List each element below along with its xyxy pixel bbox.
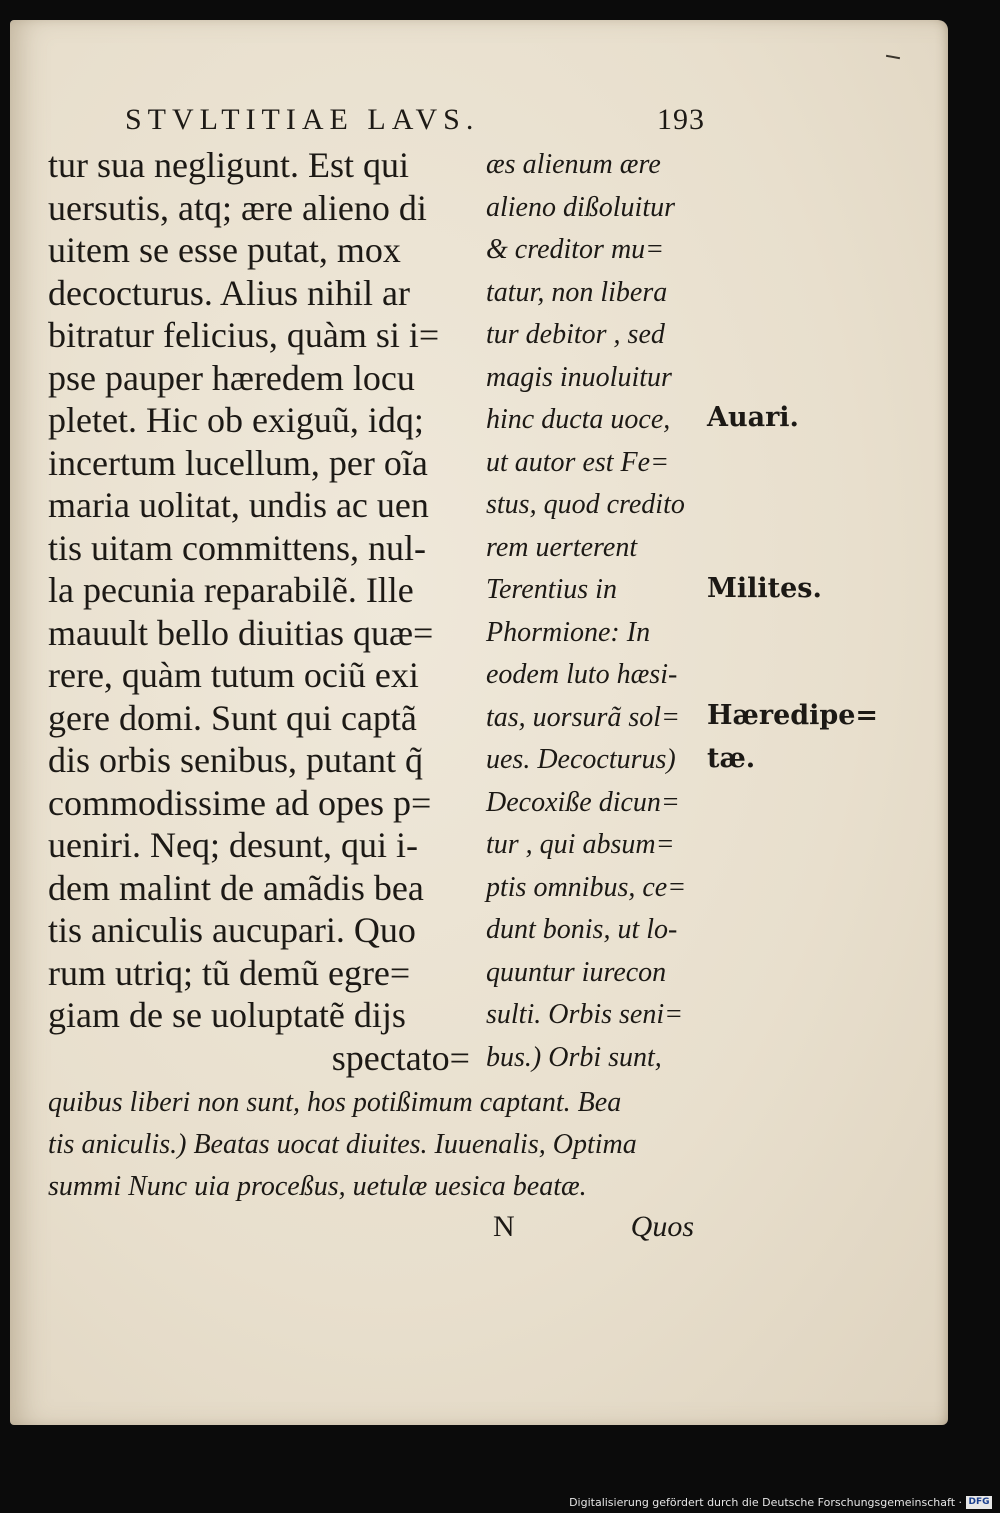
running-title: STVLTITIAE LAVS.: [125, 103, 480, 136]
text-line: giam de se uoluptatẽ dijs: [48, 995, 406, 1035]
note-line: eodem luto hæsi-: [486, 659, 678, 690]
side-label-haeredipetae-end: tæ.: [707, 743, 756, 774]
note-line: rem uerterent: [486, 531, 638, 563]
text-line: dem malint de amãdis bea: [48, 867, 424, 908]
note-line: tur debitor , sed: [486, 319, 665, 350]
note-line: & creditor mu=: [486, 234, 665, 265]
text-line: rum utriq; tũ demũ egre=: [48, 952, 411, 993]
text-line: la pecunia reparabilẽ. Ille: [48, 570, 414, 610]
footnote-line: summi Nunc uia proceßus, uetulæ uesica beatæ.: [48, 1171, 587, 1202]
text-line: incertum lucellum, per oĩa: [48, 442, 428, 483]
footnote-line: tis aniculis.) Beatas uocat diuites. Iuuenalis, Optima: [48, 1129, 637, 1160]
note-line: hinc ducta uoce,: [486, 404, 671, 435]
note-line: alieno dißoluitur: [486, 191, 675, 223]
main-text-column: [48, 144, 470, 1079]
side-label-auari: Auari.: [707, 402, 799, 433]
page-corner-mark: [886, 55, 900, 59]
note-line: quuntur iurecon: [486, 956, 667, 988]
footnote-block: [48, 1082, 698, 1208]
note-line: Decoxiße dicun=: [486, 786, 680, 818]
note-line: sulti. Orbis seni=: [486, 999, 684, 1030]
note-line: tatur, non libera: [486, 276, 668, 308]
text-line: uersutis, atq; ære alieno di: [48, 187, 427, 228]
note-line: bus.) Orbi sunt,: [486, 1041, 662, 1073]
text-line: decocturus. Alius nihil ar: [48, 272, 410, 313]
marginal-notes-column: [486, 144, 701, 1079]
page-number: 193: [657, 103, 705, 136]
text-line: ueniri. Neq; desunt, qui i-: [48, 825, 418, 865]
running-header: [125, 103, 705, 143]
text-line: maria uolitat, undis ac uen: [48, 485, 429, 525]
note-line: tur , qui absum=: [486, 829, 675, 860]
note-line: ut autor est Fe=: [486, 446, 669, 478]
text-line: tis uitam committens, nul-: [48, 527, 426, 568]
digitization-credit: Digitalisierung gefördert durch die Deutsche Forschungsgemeinschaft ·: [569, 1496, 962, 1509]
side-label-milites: Milites.: [707, 573, 822, 604]
catchword: Quos: [630, 1210, 694, 1243]
text-line: bitratur felicius, quàm si i=: [48, 315, 440, 355]
note-line: ptis omnibus, ce=: [486, 871, 687, 903]
text-line: pletet. Hic ob exiguũ, idq;: [48, 400, 424, 440]
signature-line: [490, 1210, 700, 1250]
footnote-line: quibus liberi non sunt, hos potißimum captant. Bea: [48, 1087, 622, 1118]
note-line: dunt bonis, ut lo-: [486, 914, 678, 945]
note-line: Terentius in: [486, 574, 617, 605]
side-label-haeredipetae: Hæredipe=: [707, 700, 879, 731]
note-line: Phormione: In: [486, 616, 651, 648]
note-line: tas, uorsurã sol=: [486, 701, 680, 733]
text-line: gere domi. Sunt qui captã: [48, 697, 417, 738]
text-line: spectato=: [331, 1037, 470, 1078]
text-line: dis orbis senibus, putant q̃: [48, 740, 423, 780]
text-line: uitem se esse putat, mox: [48, 230, 401, 270]
text-line: tur sua negligunt. Est qui: [48, 145, 409, 185]
note-line: stus, quod credito: [486, 489, 685, 520]
note-line: æs alienum ære: [486, 149, 661, 180]
note-line: ues. Decocturus): [486, 744, 676, 775]
dfg-logo: DFG: [966, 1496, 992, 1509]
note-line: magis inuoluitur: [486, 361, 672, 393]
text-line: commodissime ad opes p=: [48, 782, 432, 823]
text-line: tis aniculis aucupari. Quo: [48, 910, 416, 950]
signature-mark: N: [493, 1210, 515, 1243]
text-line: rere, quàm tutum ociũ exi: [48, 655, 419, 695]
text-line: mauult bello diuitias quæ=: [48, 612, 434, 653]
text-line: pse pauper hæredem locu: [48, 357, 415, 398]
